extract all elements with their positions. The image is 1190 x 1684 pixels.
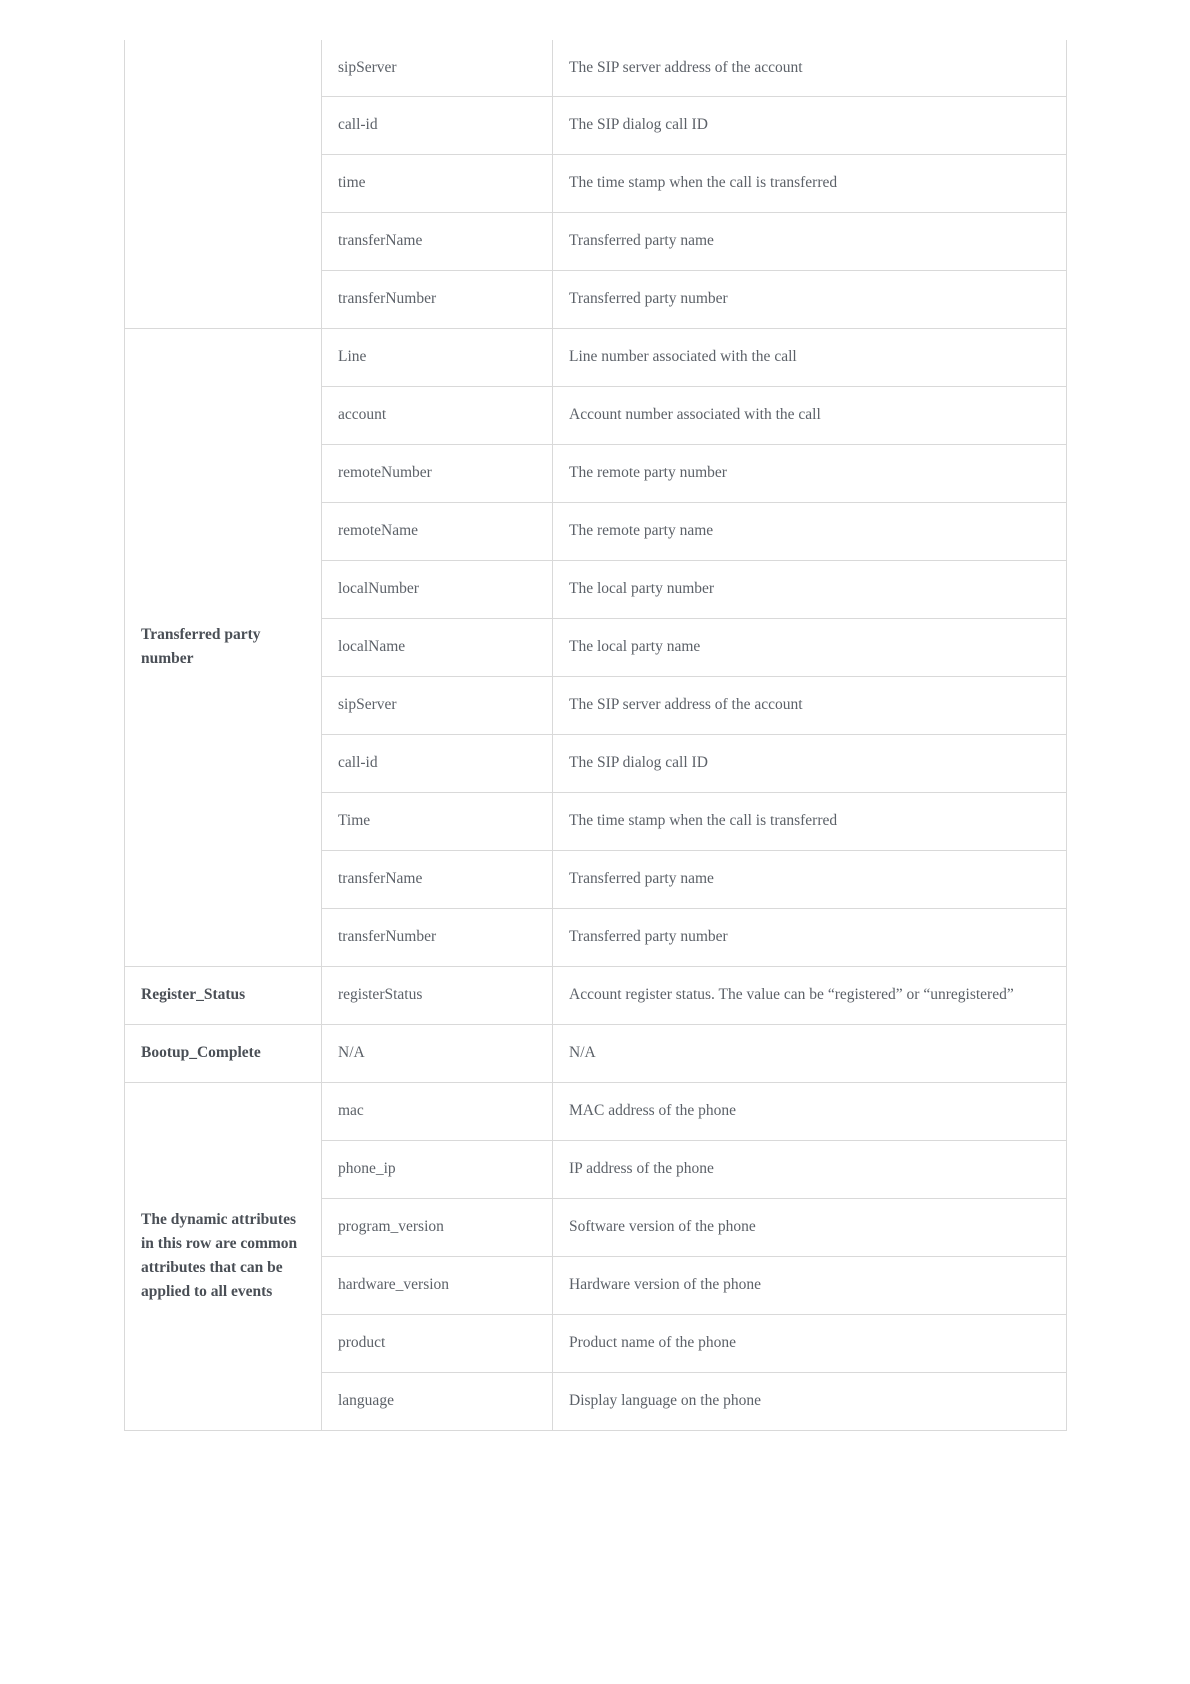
description-cell: Software version of the phone	[553, 1198, 1067, 1256]
attribute-cell: registerStatus	[322, 966, 553, 1024]
description-cell: The remote party name	[553, 502, 1067, 560]
description-cell: The time stamp when the call is transferred	[553, 154, 1067, 212]
event-name-cell: Transferred party number	[125, 328, 322, 966]
attribute-cell: remoteNumber	[322, 444, 553, 502]
description-cell: The local party number	[553, 560, 1067, 618]
description-cell: Account register status. The value can be “registered” or “unregistered”	[553, 966, 1067, 1024]
description-cell: Hardware version of the phone	[553, 1256, 1067, 1314]
attribute-cell: transferNumber	[322, 270, 553, 328]
attribute-cell: language	[322, 1372, 553, 1430]
table-row	[125, 40, 1067, 96]
description-cell: The SIP server address of the account	[553, 676, 1067, 734]
event-name-cell: The dynamic attributes in this row are common attributes that can be applied to all events	[125, 1082, 322, 1430]
description-cell: Line number associated with the call	[553, 328, 1067, 386]
description-cell: Display language on the phone	[553, 1372, 1067, 1430]
attribute-cell: transferNumber	[322, 908, 553, 966]
attribute-cell: product	[322, 1314, 553, 1372]
table-row	[125, 328, 1067, 386]
attribute-cell: sipServer	[322, 676, 553, 734]
attribute-cell: hardware_version	[322, 1256, 553, 1314]
table-body	[125, 40, 1067, 1430]
attribute-cell: time	[322, 154, 553, 212]
attribute-cell: program_version	[322, 1198, 553, 1256]
attribute-cell: remoteName	[322, 502, 553, 560]
event-name-cell	[125, 40, 322, 328]
attribute-cell: Time	[322, 792, 553, 850]
description-cell: Transferred party number	[553, 270, 1067, 328]
event-name-cell: Bootup_Complete	[125, 1024, 322, 1082]
attribute-cell: sipServer	[322, 40, 553, 96]
description-cell: Transferred party number	[553, 908, 1067, 966]
table-row	[125, 1082, 1067, 1140]
description-cell: Account number associated with the call	[553, 386, 1067, 444]
description-cell: The SIP dialog call ID	[553, 734, 1067, 792]
description-cell: N/A	[553, 1024, 1067, 1082]
table-row	[125, 966, 1067, 1024]
description-cell: IP address of the phone	[553, 1140, 1067, 1198]
description-cell: The time stamp when the call is transferred	[553, 792, 1067, 850]
table-row	[125, 1024, 1067, 1082]
attribute-cell: call-id	[322, 734, 553, 792]
attribute-cell: phone_ip	[322, 1140, 553, 1198]
description-cell: The SIP dialog call ID	[553, 96, 1067, 154]
attribute-cell: call-id	[322, 96, 553, 154]
attribute-cell: account	[322, 386, 553, 444]
description-cell: The SIP server address of the account	[553, 40, 1067, 96]
attribute-cell: N/A	[322, 1024, 553, 1082]
attribute-cell: mac	[322, 1082, 553, 1140]
event-name-cell: Register_Status	[125, 966, 322, 1024]
description-cell: MAC address of the phone	[553, 1082, 1067, 1140]
event-attributes-table	[124, 40, 1067, 1431]
attribute-cell: transferName	[322, 850, 553, 908]
description-cell: The local party name	[553, 618, 1067, 676]
description-cell: Transferred party name	[553, 212, 1067, 270]
attribute-cell: Line	[322, 328, 553, 386]
description-cell: Product name of the phone	[553, 1314, 1067, 1372]
description-cell: Transferred party name	[553, 850, 1067, 908]
attribute-cell: transferName	[322, 212, 553, 270]
attribute-cell: localNumber	[322, 560, 553, 618]
description-cell: The remote party number	[553, 444, 1067, 502]
attribute-cell: localName	[322, 618, 553, 676]
